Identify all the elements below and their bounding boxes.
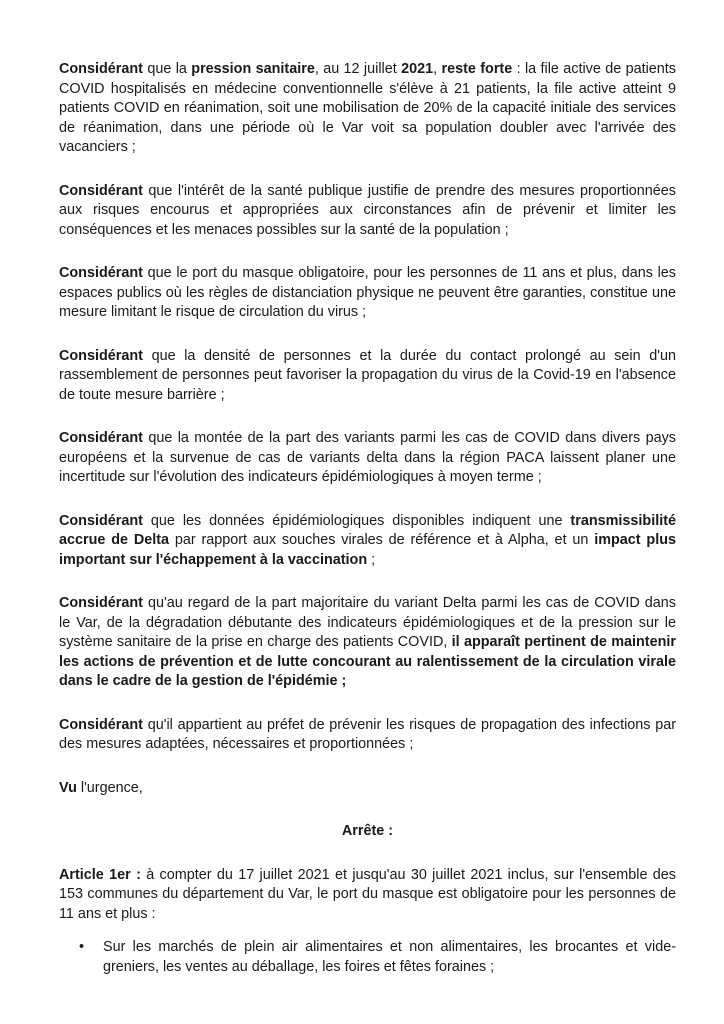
article-1 bbox=[59, 866, 676, 925]
considerant-paragraph bbox=[59, 594, 676, 692]
considerant-paragraph bbox=[59, 182, 676, 241]
text: que les données épidémiologiques disponibles indiquent une bbox=[142, 512, 571, 529]
bullet-item bbox=[79, 938, 676, 977]
text: que le port du masque obligatoire, pour les personnes de 11 ans et plus, dans les espaces publics où les règles de distanciation physique ne peuvent être garanties, constitue une mesure limitant le risque de circulation du virus ; bbox=[59, 265, 676, 320]
bullet-text: Sur les marchés de plein air alimentaires et non alimentaires, les brocantes et vide-greniers, les ventes au déballage, les foires et fêtes foraines ; bbox=[103, 939, 676, 975]
bold-text: Considérant bbox=[59, 430, 143, 446]
bold-text: Considérant bbox=[59, 182, 143, 199]
bold-text: Considérant bbox=[59, 265, 143, 281]
text: ; bbox=[367, 551, 376, 568]
text: que la bbox=[142, 61, 192, 77]
text: , bbox=[433, 61, 442, 77]
text: à compter du 17 juillet 2021 et jusqu'au 30 juillet 2021 inclus, sur l'ensemble des 153 communes du département du Var, le port du masque est obligatoire pour les personnes de 11 ans et plus : bbox=[59, 866, 676, 922]
text: par rapport aux souches virales de référence et à Alpha, et un bbox=[169, 532, 595, 548]
considerant-paragraph bbox=[59, 512, 676, 571]
considerant-paragraph bbox=[59, 429, 676, 488]
text: qu'au regard de la part majoritaire du variant Delta parmi les cas de COVID dans le Var, de la dégradation débutante des indicateurs épidémiologiques et de la pression sur le système sanitaire de la prise en charge des patients COVID, bbox=[59, 595, 676, 650]
text: que la montée de la part des variants parmi les cas de COVID dans divers pays européens et la survenue de cas de variants delta dans la région PACA laissent planer une incertitude sur l'évolution des indicateurs épidémiologiques à moyen terme ; bbox=[59, 430, 676, 485]
considerants-section bbox=[59, 60, 676, 798]
bold-text: transmissibilité accrue de Delta bbox=[59, 512, 676, 548]
bold-text: impact plus important sur l'échappement à la vaccination bbox=[59, 532, 676, 568]
bullet-list bbox=[59, 938, 676, 977]
text: qu'il appartient au préfet de prévenir les risques de propagation des infections par des mesures adaptées, nécessaires et proportionnées ; bbox=[59, 716, 676, 752]
bold-text: il apparaît pertinent de maintenir les actions de prévention et de lutte concourant au ralentissement de la circulation virale dans le cadre de la gestion de l'épidémie ; bbox=[59, 634, 676, 689]
bold-text: pression sanitaire bbox=[191, 61, 315, 77]
considerant-paragraph bbox=[59, 264, 676, 323]
text: l'urgence, bbox=[76, 779, 143, 796]
bullet-dot-icon: • bbox=[79, 939, 85, 955]
considerant-paragraph bbox=[59, 347, 676, 406]
bold-text: 2021 bbox=[401, 61, 434, 77]
bold-text: Considérant bbox=[59, 716, 143, 733]
decree-heading: Arrête : bbox=[341, 823, 394, 839]
vu-paragraph bbox=[59, 779, 676, 799]
text: que l'intérêt de la santé publique justifie de prendre des mesures proportionnées aux risques encourus et appropriées aux circonstances afin de prévenir et limiter les conséquences et les menaces possibles sur la santé de la population ; bbox=[59, 182, 676, 238]
bold-text: Considérant bbox=[59, 595, 143, 611]
considerant-paragraph bbox=[59, 60, 676, 158]
bold-text: Vu bbox=[59, 779, 77, 796]
bold-text: reste forte bbox=[441, 61, 513, 77]
text: , au 12 juillet bbox=[314, 61, 402, 77]
considerant-paragraph bbox=[59, 716, 676, 755]
bold-text: Considérant bbox=[59, 61, 143, 77]
bold-text: Considérant bbox=[59, 347, 143, 364]
text: que la densité de personnes et la durée du contact prolongé au sein d'un rassemblement de personnes peut favoriser la propagation du virus de la Covid-19 en l'absence de toute mesure barrière ; bbox=[59, 347, 676, 403]
bold-text: Article 1er : bbox=[59, 866, 141, 883]
text: : la file active de patients COVID hospitalisés en médecine conventionnelle s'élève à 21 patients, la file active atteint 9 patients COVID en réanimation, soit une mobilisation de 20% de la capacité initiale des services de réanimation, dans une période où le Var voit sa population doubler avec l'arrivée des vacanciers ; bbox=[59, 61, 677, 155]
bold-text: Considérant bbox=[59, 512, 143, 529]
